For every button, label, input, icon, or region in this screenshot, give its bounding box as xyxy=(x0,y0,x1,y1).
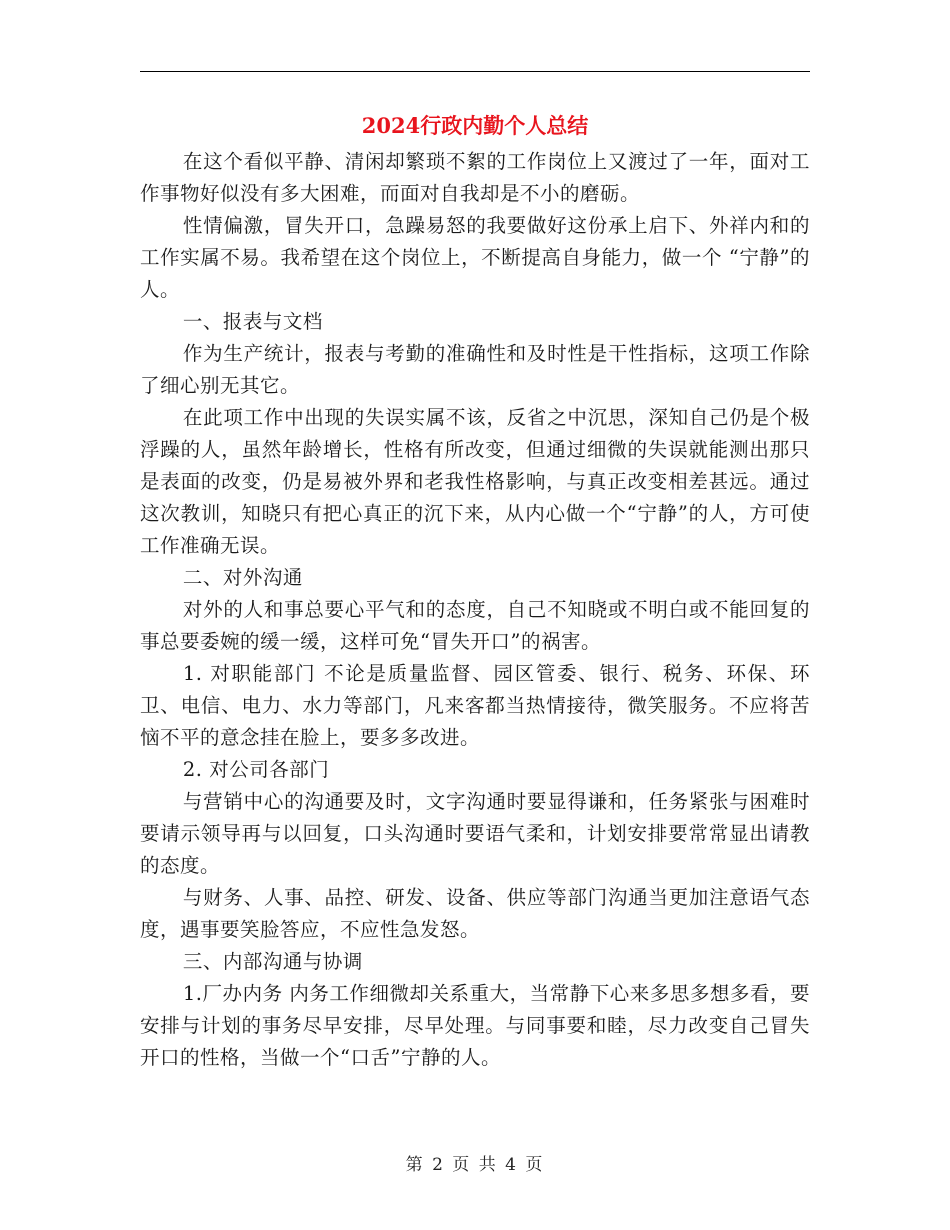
page-number-footer: 第 2 页 共 4 页 xyxy=(405,1155,545,1175)
document-body xyxy=(140,146,810,1074)
paragraph-personality: 性情偏激，冒失开口，急躁易怒的我要做好这份承上启下、外祥内和的工作实属不易。我希望在这个岗位上，不断提高自身能力，做一个 “宁静”的人。 xyxy=(140,214,810,301)
paragraph-other-depts: 与财务、人事、品控、研发、设备、供应等部门沟通当更加注意语气态度，遇事要笑脸答应，不应性急发怒。 xyxy=(140,886,810,941)
paragraph-external: 对外的人和事总要心平气和的态度，自己不知晓或不明白或不能回复的事总要委婉的缓一缓，这样可免“冒失开口”的祸害。 xyxy=(140,598,810,653)
section-heading-internal: 三、内部沟通与协调 xyxy=(182,950,363,973)
section-heading-reports: 一、报表与文档 xyxy=(182,310,323,333)
document-title: 2024行政内勤个人总结 xyxy=(361,113,589,138)
header-rule xyxy=(140,71,810,72)
subheading-company-depts: 2. 对公司各部门 xyxy=(182,758,330,781)
paragraph-reports: 作为生产统计，报表与考勤的准确性和及时性是干性指标，这项工作除了细心别无其它。 xyxy=(140,342,810,397)
paragraph-functional-depts: 1. 对职能部门 不论是质量监督、园区管委、银行、税务、环保、环卫、电信、电力、水力等部门，凡来客都当热情接待，微笑服务。不应将苦恼不平的意念挂在脸上，要多多改进。 xyxy=(140,662,810,749)
paragraph-intro: 在这个看似平静、清闲却繁琐不絮的工作岗位上又渡过了一年，面对工作事物好似没有多大困难，而面对自我却是不小的磨砺。 xyxy=(140,150,810,205)
paragraph-internal: 1.厂办内务 内务工作细微却关系重大，当常静下心来多思多想多看，要安排与计划的事务尽早安排，尽早处理。与同事要和睦，尽力改变自己冒失开口的性格，当做一个“口舌”宁静的人。 xyxy=(140,982,810,1069)
paragraph-reflection: 在此项工作中出现的失误实属不该，反省之中沉思，深知自己仍是个极浮躁的人，虽然年龄增长，性格有所改变，但通过细微的失误就能测出那只是表面的改变，仍是易被外界和老我性格影响，与真正改变相差甚远。通过这次教训，知晓只有把心真正的沉下来，从内心做一个“宁静”的人，方可使工作准确无误。 xyxy=(140,406,810,557)
paragraph-marketing: 与营销中心的沟通要及时，文字沟通时要显得谦和，任务紧张与困难时要请示领导再与以回复，口头沟通时要语气柔和，计划安排要常常显出请教的态度。 xyxy=(140,790,810,877)
section-heading-external: 二、对外沟通 xyxy=(182,566,303,589)
